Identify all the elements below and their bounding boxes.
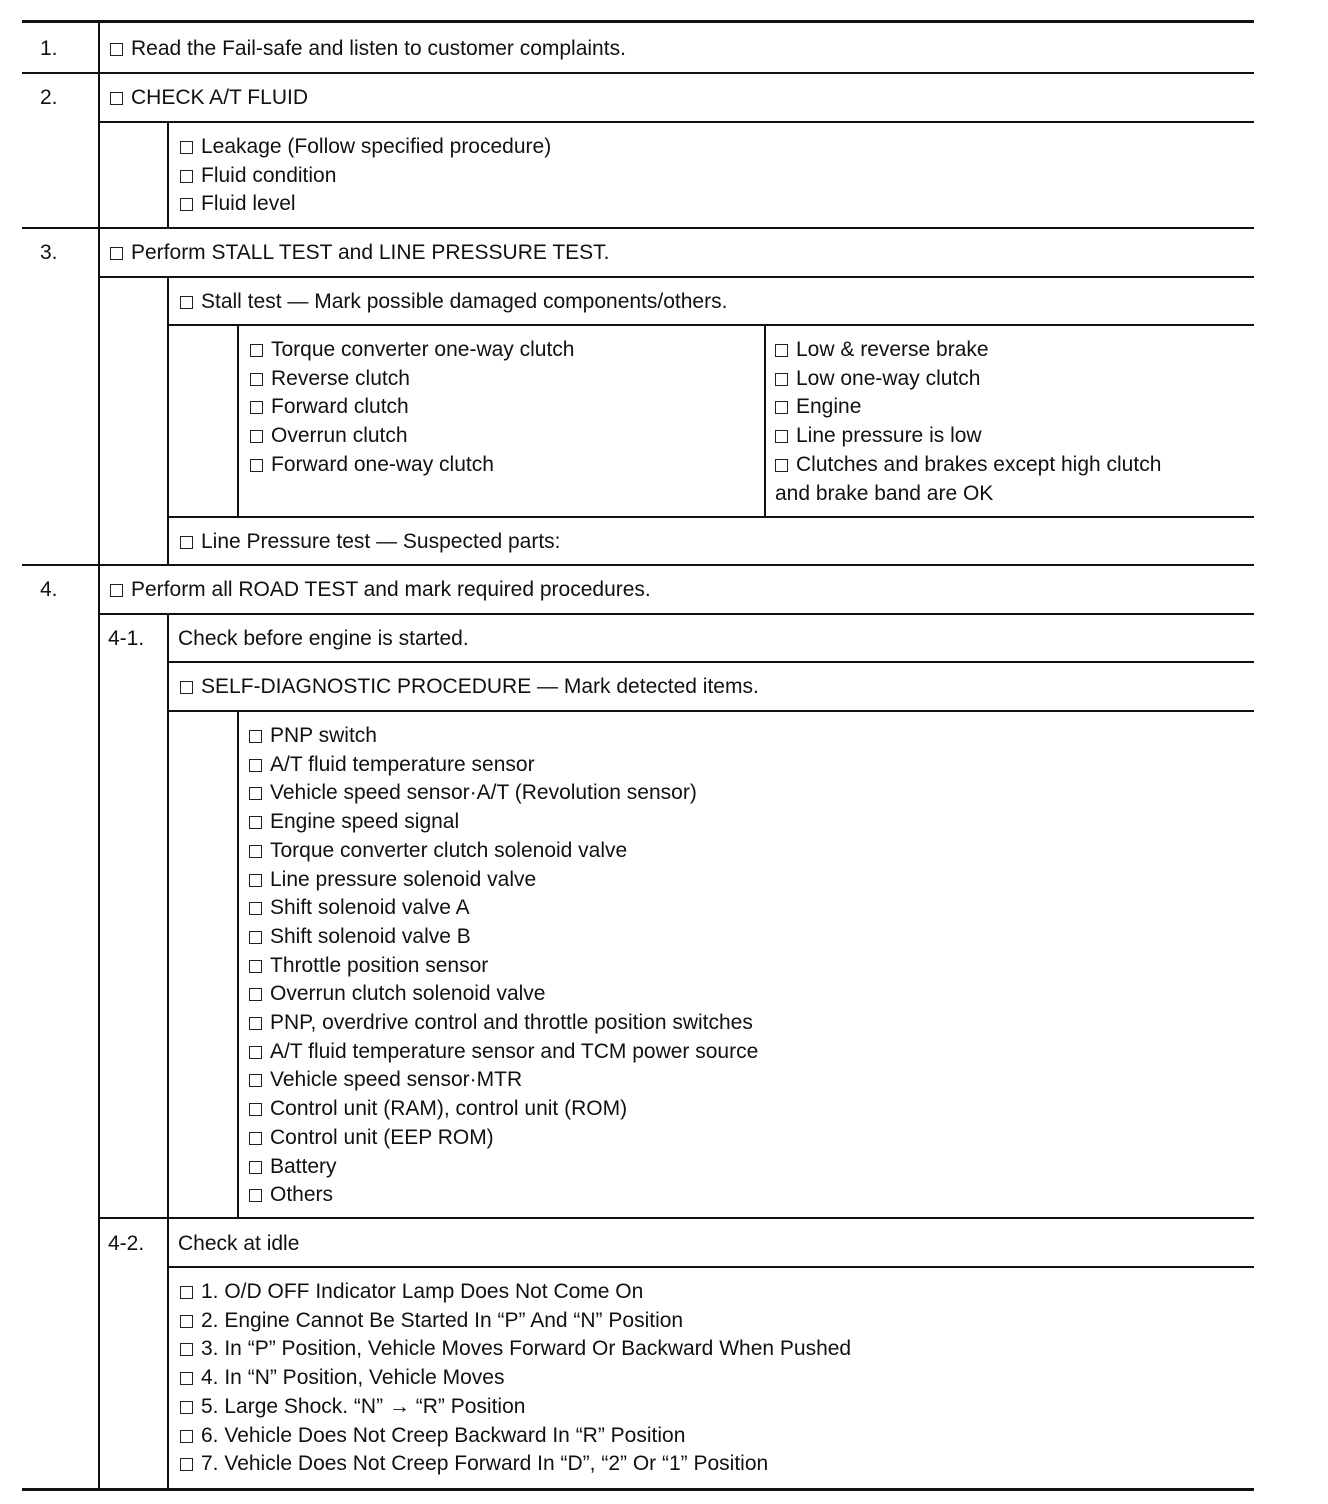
list-item[interactable]: Torque converter clutch solenoid valve xyxy=(249,837,758,866)
checkbox-icon[interactable] xyxy=(249,816,262,829)
rule-stall xyxy=(168,324,1254,326)
list-item[interactable]: Fluid level xyxy=(180,190,551,219)
list-item[interactable]: Fluid condition xyxy=(180,162,551,191)
col-selfdiag xyxy=(237,710,239,1218)
list-item[interactable]: Leakage (Follow specified procedure) xyxy=(180,133,551,162)
list-item[interactable]: Torque converter one-way clutch xyxy=(250,336,575,365)
self-diag-text: SELF-DIAGNOSTIC PROCEDURE — Mark detected items. xyxy=(201,675,759,698)
checkbox-icon[interactable] xyxy=(250,373,263,386)
checkbox-icon[interactable] xyxy=(775,401,788,414)
checkbox-icon[interactable] xyxy=(249,874,262,887)
step-2-checkbox-row[interactable] xyxy=(110,84,308,113)
list-item[interactable]: Control unit (EEP ROM) xyxy=(249,1124,758,1153)
checkbox-icon[interactable] xyxy=(180,1286,193,1299)
step-1-checkbox-row[interactable] xyxy=(110,35,626,64)
col-sub-3 xyxy=(167,276,169,565)
step-4-1-number: 4-1. xyxy=(108,627,145,650)
checkbox-icon[interactable] xyxy=(249,1161,262,1174)
step-3-checkbox-row[interactable] xyxy=(110,239,610,268)
checkbox-icon[interactable] xyxy=(180,1372,193,1385)
step-4-text: Perform all ROAD TEST and mark required procedures. xyxy=(131,578,651,601)
checkbox-icon[interactable] xyxy=(249,1074,262,1087)
list-item-continuation: and brake band are OK xyxy=(775,481,994,505)
rule-41-sub xyxy=(168,661,1254,663)
list-item[interactable]: Low & reverse brake xyxy=(775,336,1161,365)
checkbox-icon[interactable] xyxy=(180,198,193,211)
step-4-checkbox-row[interactable] xyxy=(110,576,651,605)
checkbox-icon[interactable] xyxy=(180,1430,193,1443)
checkbox-icon[interactable] xyxy=(775,344,788,357)
list-item[interactable]: 5. Large Shock. “N” → “R” Position xyxy=(180,1393,851,1422)
rule-2-sub xyxy=(100,121,1254,123)
rule-41-42 xyxy=(100,1217,1254,1219)
list-item[interactable]: 3. In “P” Position, Vehicle Moves Forward Or Backward When Pushed xyxy=(180,1335,851,1364)
stall-test-row[interactable] xyxy=(180,288,727,317)
rule-top xyxy=(22,20,1254,23)
checkbox-icon[interactable] xyxy=(775,430,788,443)
self-diag-row[interactable] xyxy=(180,673,759,702)
list-item[interactable]: 2. Engine Cannot Be Started In “P” And “N” Position xyxy=(180,1307,851,1336)
list-item[interactable]: Overrun clutch xyxy=(250,422,575,451)
fluid-checklist xyxy=(180,133,551,219)
list-item[interactable]: Shift solenoid valve A xyxy=(249,894,758,923)
step-4-2-text: Check at idle xyxy=(178,1232,300,1255)
rule-3-4 xyxy=(22,564,1254,566)
step-4-number: 4. xyxy=(40,578,58,601)
checkbox-icon[interactable] xyxy=(180,681,193,694)
checkbox-icon[interactable] xyxy=(110,584,123,597)
checkbox-icon[interactable] xyxy=(180,1458,193,1471)
col-stall-left xyxy=(237,324,239,517)
list-item[interactable]: PNP, overdrive control and throttle position switches xyxy=(249,1009,758,1038)
rule-1-2 xyxy=(22,72,1254,74)
list-item[interactable]: Line pressure is low xyxy=(775,422,1161,451)
list-item[interactable]: PNP switch xyxy=(249,722,758,751)
rule-42-sub xyxy=(168,1266,1254,1268)
rule-3-sub xyxy=(100,276,1254,278)
checkbox-icon[interactable] xyxy=(250,344,263,357)
list-item[interactable]: Line pressure solenoid valve xyxy=(249,866,758,895)
step-2-number: 2. xyxy=(40,86,58,109)
rule-4-sub xyxy=(100,613,1254,615)
list-item[interactable]: Reverse clutch xyxy=(250,365,575,394)
checkbox-icon[interactable] xyxy=(110,92,123,105)
checkbox-icon[interactable] xyxy=(180,296,193,309)
list-item[interactable]: Vehicle speed sensor·A/T (Revolution sensor) xyxy=(249,779,758,808)
list-item[interactable]: Shift solenoid valve B xyxy=(249,923,758,952)
checkbox-icon[interactable] xyxy=(249,902,262,915)
checkbox-icon[interactable] xyxy=(110,247,123,260)
list-item[interactable]: Battery xyxy=(249,1153,758,1182)
step-3-number: 3. xyxy=(40,241,58,264)
checkbox-icon[interactable] xyxy=(249,1046,262,1059)
checkbox-icon[interactable] xyxy=(249,1189,262,1202)
rule-bottom xyxy=(22,1488,1254,1491)
checkbox-icon[interactable] xyxy=(180,536,193,549)
checkbox-icon[interactable] xyxy=(249,787,262,800)
list-item[interactable]: 7. Vehicle Does Not Creep Forward In “D”, “2” Or “1” Position xyxy=(180,1450,851,1479)
checkbox-icon[interactable] xyxy=(249,759,262,772)
self-diag-list xyxy=(249,722,758,1210)
line-pressure-row[interactable] xyxy=(180,528,561,557)
list-item[interactable]: Forward clutch xyxy=(250,393,575,422)
checkbox-icon[interactable] xyxy=(250,401,263,414)
col-stall-mid xyxy=(764,324,766,517)
list-item[interactable]: Control unit (RAM), control unit (ROM) xyxy=(249,1095,758,1124)
list-item[interactable]: 6. Vehicle Does Not Creep Backward In “R” Position xyxy=(180,1422,851,1451)
checkbox-icon[interactable] xyxy=(249,845,262,858)
col-sub-2 xyxy=(167,121,169,228)
stall-test-text: Stall test — Mark possible damaged components/others. xyxy=(201,290,728,313)
checkbox-icon[interactable] xyxy=(249,1017,262,1030)
checkbox-icon[interactable] xyxy=(250,430,263,443)
step-4-1-text: Check before engine is started. xyxy=(178,627,469,650)
checkbox-icon[interactable] xyxy=(249,960,262,973)
list-item[interactable]: Low one-way clutch xyxy=(775,365,1161,394)
step-1-text: Read the Fail-safe and listen to customer complaints. xyxy=(131,37,626,60)
list-item[interactable]: Others xyxy=(249,1181,758,1210)
list-item[interactable]: Engine xyxy=(775,393,1161,422)
step-4-2-number: 4-2. xyxy=(108,1232,145,1255)
list-item[interactable]: Vehicle speed sensor·MTR xyxy=(249,1066,758,1095)
checkbox-icon[interactable] xyxy=(180,1343,193,1356)
list-item[interactable]: Throttle position sensor xyxy=(249,952,758,981)
checkbox-icon[interactable] xyxy=(250,459,263,472)
step-3-text: Perform STALL TEST and LINE PRESSURE TEST. xyxy=(131,241,610,264)
list-item[interactable]: Clutches and brakes except high clutch xyxy=(775,451,1161,480)
rule-selfdiag xyxy=(168,710,1254,712)
rule-2-3 xyxy=(22,227,1254,229)
stall-left-list xyxy=(250,336,575,480)
line-pressure-text: Line Pressure test — Suspected parts: xyxy=(201,530,561,553)
list-item[interactable]: 4. In “N” Position, Vehicle Moves xyxy=(180,1364,851,1393)
idle-check-list xyxy=(180,1278,851,1479)
list-item[interactable]: Forward one-way clutch xyxy=(250,451,575,480)
list-item[interactable]: A/T fluid temperature sensor xyxy=(249,751,758,780)
step-2-text: CHECK A/T FLUID xyxy=(131,86,308,109)
col-main xyxy=(98,20,100,1490)
step-1-number: 1. xyxy=(40,37,58,60)
checkbox-icon[interactable] xyxy=(180,170,193,183)
checkbox-icon[interactable] xyxy=(249,988,262,1001)
checkbox-icon[interactable] xyxy=(110,43,123,56)
checkbox-icon[interactable] xyxy=(775,459,788,472)
stall-right-list xyxy=(775,336,1161,508)
checkbox-icon[interactable] xyxy=(249,1103,262,1116)
list-item[interactable]: Engine speed signal xyxy=(249,808,758,837)
list-item[interactable]: 1. O/D OFF Indicator Lamp Does Not Come On xyxy=(180,1278,851,1307)
checkbox-icon[interactable] xyxy=(180,1315,193,1328)
checkbox-icon[interactable] xyxy=(249,931,262,944)
col-sub-4 xyxy=(167,613,169,1490)
checkbox-icon[interactable] xyxy=(180,1401,193,1414)
checkbox-icon[interactable] xyxy=(249,730,262,743)
checkbox-icon[interactable] xyxy=(180,141,193,154)
rule-stall-bottom xyxy=(168,516,1254,518)
list-item[interactable]: A/T fluid temperature sensor and TCM power source xyxy=(249,1038,758,1067)
checkbox-icon[interactable] xyxy=(775,373,788,386)
checkbox-icon[interactable] xyxy=(249,1132,262,1145)
list-item[interactable]: Overrun clutch solenoid valve xyxy=(249,980,758,1009)
